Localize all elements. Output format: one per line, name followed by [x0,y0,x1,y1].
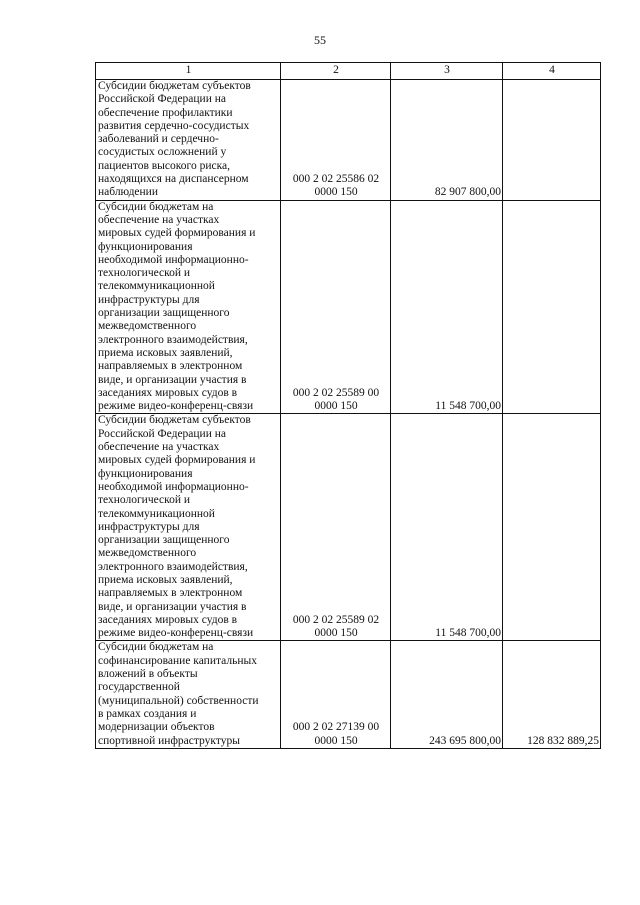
subsidy-name-line: заседаниях мировых судов в [98,386,238,399]
table-header-row [96,63,601,80]
table-row [96,200,601,414]
subsidy-name-line: необходимой информационно- [98,480,249,493]
subsidy-name-line: в рамках создания и [98,707,197,720]
subsidy-name-cell [96,414,281,641]
amount-col-3: 11 548 700,00 [391,200,503,414]
subsidy-name-line: межведомственного [98,547,197,560]
amount-col-4 [503,80,601,201]
budget-code-cell [281,414,391,641]
budget-code-cell [281,641,391,748]
table-row [96,641,601,748]
table-body [96,63,601,749]
header-col-3: 3 [391,63,503,80]
amount-col-4: 128 832 889,25 [503,641,601,748]
subsidy-name-line: межведомственного [98,320,197,333]
subsidy-name-line: инфраструктуры для [98,520,200,533]
subsidy-name-line: приема исковых заявлений, [98,573,233,586]
budget-code-line: 0000 150 [314,400,358,413]
subsidy-name-line: находящихся на диспансерном [98,173,249,186]
budget-code-line: 000 2 02 25589 00 [292,386,380,399]
subsidy-name-line: режиме видео-конференц-связи [98,627,254,640]
subsidy-name-line: направляемых в электронном [98,360,243,373]
header-col-4: 4 [503,63,601,80]
budget-code-line: 000 2 02 25589 02 [292,613,380,626]
subsidy-name-line: Субсидии бюджетам на [98,641,214,654]
subsidy-name-line: телекоммуникационной [98,507,215,520]
subsidy-name-line: направляемых в электронном [98,587,243,600]
subsidy-name-line: Российской Федерации на [98,427,226,440]
header-col-1: 1 [96,63,281,80]
table-row [96,414,601,641]
subsidy-name-line: функционирования [98,467,193,480]
subsidy-name-line: модернизации объектов [98,721,215,734]
subsidy-name-line: спортивной инфраструктуры [98,734,240,747]
subsidy-name-line: инфраструктуры для [98,293,200,306]
subsidy-name-line: организации защищенного [98,534,230,547]
subsidy-name-line: Субсидии бюджетам субъектов [98,80,251,92]
subsidy-name-line: обеспечение на участках [98,213,220,226]
subsidy-name-line: обеспечение профилактики [98,106,233,119]
subsidy-name-line: Субсидии бюджетам на [98,200,214,213]
budget-code-cell [281,80,391,201]
subsidy-name-line: софинансирование капитальных [98,654,257,667]
subsidy-name-line: виде, и организации участия в [98,600,247,613]
subsidy-name-line: обеспечение на участках [98,441,220,454]
subsidy-name-line: мировых судей формирования и [98,227,256,240]
budget-table [95,62,601,749]
subsidy-name-line: приема исковых заявлений, [98,346,233,359]
amount-col-3: 243 695 800,00 [391,641,503,748]
subsidy-name-line: технологической и [98,267,191,280]
subsidy-name-line: функционирования [98,240,193,253]
subsidy-name-line: мировых судей формирования и [98,454,256,467]
table-row [96,80,601,201]
subsidy-name-cell [96,641,281,748]
budget-code-line: 0000 150 [314,734,358,747]
subsidy-name-line: электронного взаимодействия, [98,560,248,573]
subsidy-name-line: наблюдении [98,186,158,199]
subsidy-name-line: заболеваний и сердечно- [98,133,219,146]
subsidy-name-line: (муниципальной) собственности [98,694,259,707]
budget-code-line: 0000 150 [314,627,358,640]
budget-code-cell [281,200,391,414]
subsidy-name-line: сосудистых осложнений у [98,146,227,159]
header-col-2: 2 [281,63,391,80]
subsidy-name-line: заседаниях мировых судов в [98,613,238,626]
subsidy-name-line: виде, и организации участия в [98,373,247,386]
budget-code-line: 000 2 02 25586 02 [292,173,380,186]
budget-code-line: 000 2 02 27139 00 [292,721,380,734]
amount-col-3: 11 548 700,00 [391,414,503,641]
subsidy-name-cell [96,80,281,201]
amount-col-3: 82 907 800,00 [391,80,503,201]
subsidy-name-line: вложений в объекты [98,668,198,681]
subsidy-name-line: государственной [98,681,180,694]
amount-col-4 [503,414,601,641]
subsidy-name-line: телекоммуникационной [98,280,215,293]
subsidy-name-line: режиме видео-конференц-связи [98,400,254,413]
subsidy-name-cell [96,200,281,414]
subsidy-name-line: организации защищенного [98,307,230,320]
subsidy-name-line: Российской Федерации на [98,93,226,106]
amount-col-4 [503,200,601,414]
subsidy-name-line: необходимой информационно- [98,253,249,266]
budget-code-line: 0000 150 [314,186,358,199]
subsidy-name-line: развития сердечно-сосудистых [98,119,250,132]
subsidy-name-line: пациентов высокого риска, [98,159,230,172]
subsidy-name-line: Субсидии бюджетам субъектов [98,414,251,427]
subsidy-name-line: электронного взаимодействия, [98,333,248,346]
page-number: 55 [314,33,326,47]
subsidy-name-line: технологической и [98,494,191,507]
